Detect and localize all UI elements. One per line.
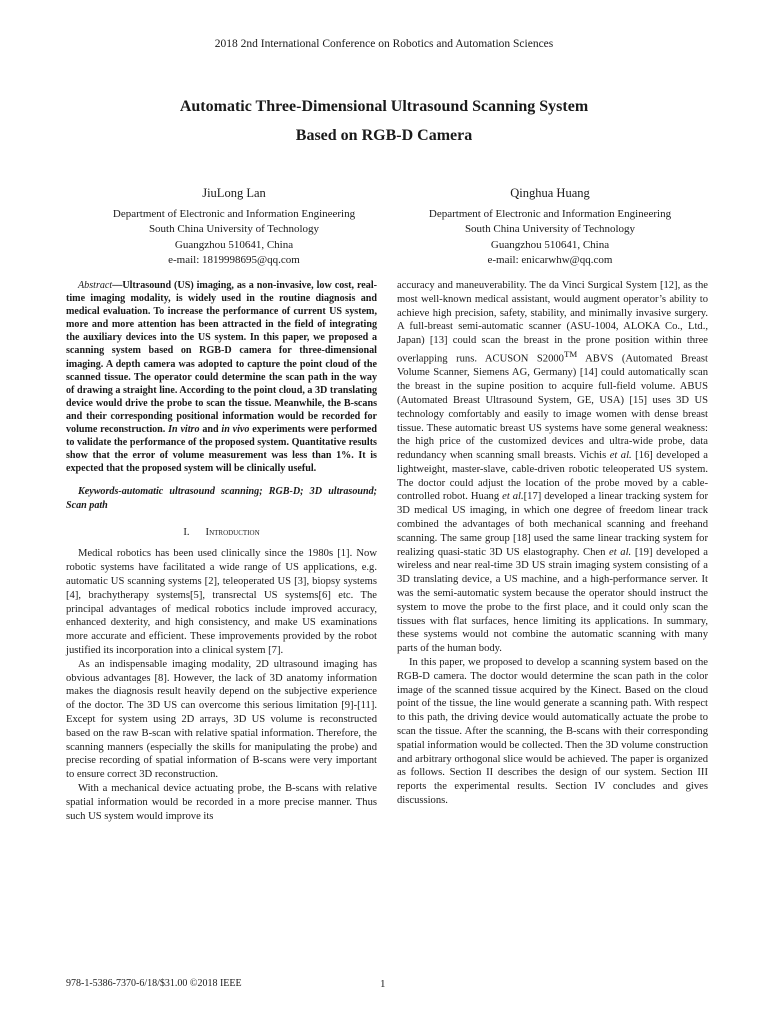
body-paragraph-continued: accuracy and maneuverability. The da Vinci Surgical System [12], as the most well-known medical assistant, would augment operator’s ability to achieve high precision, safety, stability, and minimally invasive surgery. A full-breast semi-automatic scanner (ASU-1004, ALOKA Co., Ltd., Japan) [13] could scan the breast in the prone position within three overlapping runs. ACUSON S2000™ ABVS (Automated Breast Volume Scanner, Siemens AG, Germany) [14] could automatically scan the breast in the supine position to acquire full-field volume. ABUS (Automated Breast Ultrasound System, GE, USA) [15] uses 3D US technology comfortably and easily to image women with dense breast tissue. These automatic breast US systems have some general weakness: the high price of the customized devices and ultra-wide probe, data redundancy when scanning small breasts. Vichis et al. [16] developed a lightweight, master-slave, cable-driven robotic teleoperated US system. The doctor could adjust the location of the probe moved by a cable-controlled robot. Huang et al.[17] developed a linear tracking system for 3D medical US imaging, in which one degree of freedom linear track combined the advantages of both mechanical scanning and freehand scanning. The same group [18] used the same linear tracking system for realizing quasi-static 3D US elastography. Chen et al. [19] developed a wireless and near real-time 3D US strain imaging system consisting of a 3D translating device, a US machine, and a high-performance server. It was the semi-automatic system because the operator should instruct the system to move the probe to the first place, and it could only scan the tissues with flat surfaces, hence limiting its applications. In summary, these systems would not combine the automatic scanning with many parts of the human body. xyxy=(397,280,708,655)
abstract-label: Abstract xyxy=(78,280,113,291)
author-city: Guangzhou 510641, China xyxy=(490,238,610,251)
abstract-text: Ultrasound (US) imaging, as a non-invasive, low cost, real-time imaging modality, is widely used in the routine diagnosis and medical evaluation. To increase the performance of current US system, more and more attention has been attracted in the field of integrating the auxiliary devices into the US system. In this paper, we proposed a scanning system based on RGB-D camera for three-dimensional imaging. A depth camera was adopted to capture the point cloud of the scanned tissue. The operator could determine the scan path in the way of drawing a straight line. According to the point cloud, a 3D translating device would drive the probe to scan the tissue. Meanwhile, the B-scans and their corresponding positional information would be recorded for volume reconstruction. xyxy=(66,280,377,436)
author-name: Qinghua Huang xyxy=(510,186,590,200)
body-paragraph: In this paper, we proposed to develop a scanning system based on the RGB-D camera. The doctor would determine the scan path in the color image of the scanned tissue acquired by the Kinect. Based on the cloud point of the tissue, the line would generate a scanning path. With respect to this path, the driving device would automatically actuate the probe to scan the tissue. After the scanning, the B-scans with their corresponding spatial information would be collected. Then the 3D volume construction and arbitrary orthogonal slice would be achieved. The paper is organized as follows. Section II describes the design of our system. Section III reports the experimental results. Section IV concludes and gives discussions. xyxy=(397,657,708,807)
author-block-1 xyxy=(64,186,404,269)
title-line-1: Automatic Three-Dimensional Ultrasound Scanning System xyxy=(179,98,589,115)
author-department: Department of Electronic and Information Engineering xyxy=(112,207,356,220)
title-line-2: Based on RGB-D Camera xyxy=(295,127,473,144)
abstract: Abstract—Ultrasound (US) imaging, as a non-invasive, low cost, real-time imaging modality, is widely used in the routine diagnosis and medical evaluation. To increase the performance of current US system, more and more attention has been attracted in the field of integrating the auxiliary devices into the US system. In this paper, we proposed a scanning system based on RGB-D camera for three-dimensional imaging. A depth camera was adopted to capture the point cloud of the scanned tissue. The operator could determine the scan path in the way of drawing a straight line. According to the point cloud, a 3D translating device would drive the probe to scan the tissue. Meanwhile, the B-scans and their corresponding positional information would be recorded for volume reconstruction. In vitro and in vivo experiments were performed to validate the performance of the proposed system. Quantitative results show that the error of volume measurement was less than 1%. It is expected that the proposed system will be clinically useful. xyxy=(66,280,377,475)
author-email: e-mail: enicarwhw@qq.com xyxy=(487,254,613,266)
page-number: 1 xyxy=(380,978,386,990)
author-block-2 xyxy=(380,186,720,269)
intro-paragraph-3: With a mechanical device actuating probe, the B-scans with relative spatial information would be recorded in a more precise manner. Thus such US system would improve its xyxy=(66,782,377,822)
section-heading xyxy=(66,526,377,540)
intro-paragraph-2: As an indispensable imaging modality, 2D ultrasound imaging has obvious advantages [8]. However, the lack of 3D anatomy information makes the diagnosis result heavily depend on the subjective experience of the doctor. The 3D US can overcome this serious limitation [9]-[11]. Except for system using 2D arrays, 3D US volume is reconstructed based on the raw B-scan with relative spatial information. Therefore, the scanning manners (especially the skills for manipulating the probe) and precise recording of spatial information of B-scans were very important to ensure correct 3D reconstruction. xyxy=(66,658,377,781)
author-university: South China University of Technology xyxy=(464,223,636,235)
keywords: Keywords-automatic ultrasound scanning; RGB-D; 3D ultrasound; Scan path xyxy=(66,486,377,511)
right-column xyxy=(397,279,708,808)
author-city: Guangzhou 510641, China xyxy=(174,238,294,251)
author-email: e-mail: 1819998695@qq.com xyxy=(168,254,300,266)
section-title: Introduction xyxy=(205,526,260,538)
conference-header: 2018 2nd International Conference on Robotics and Automation Sciences xyxy=(214,38,554,50)
footer-isbn: 978-1-5386-7370-6/18/$31.00 ©2018 IEEE xyxy=(66,978,242,989)
section-number: I. xyxy=(183,526,190,538)
left-column xyxy=(66,279,377,823)
author-university: South China University of Technology xyxy=(148,223,320,235)
paper-title xyxy=(0,92,768,150)
author-name: JiuLong Lan xyxy=(202,186,266,200)
author-department: Department of Electronic and Information Engineering xyxy=(428,207,672,220)
intro-paragraph-1: Medical robotics has been used clinically since the 1980s [1]. Now robotic systems have facilitated a wide range of US applications, e.g. automatic US scanning systems [2], teleoperated US [3], biopsy systems [4], brachytherapy systems[5], transrectal US systems[6] etc. The principal advantages of medical robotics include improved accuracy, enhanced dexterity, and high consistency, and make US examinations more accurate and efficient. These improvements provided by the robot justified its incorporation into a clinical system [7]. xyxy=(66,548,377,656)
